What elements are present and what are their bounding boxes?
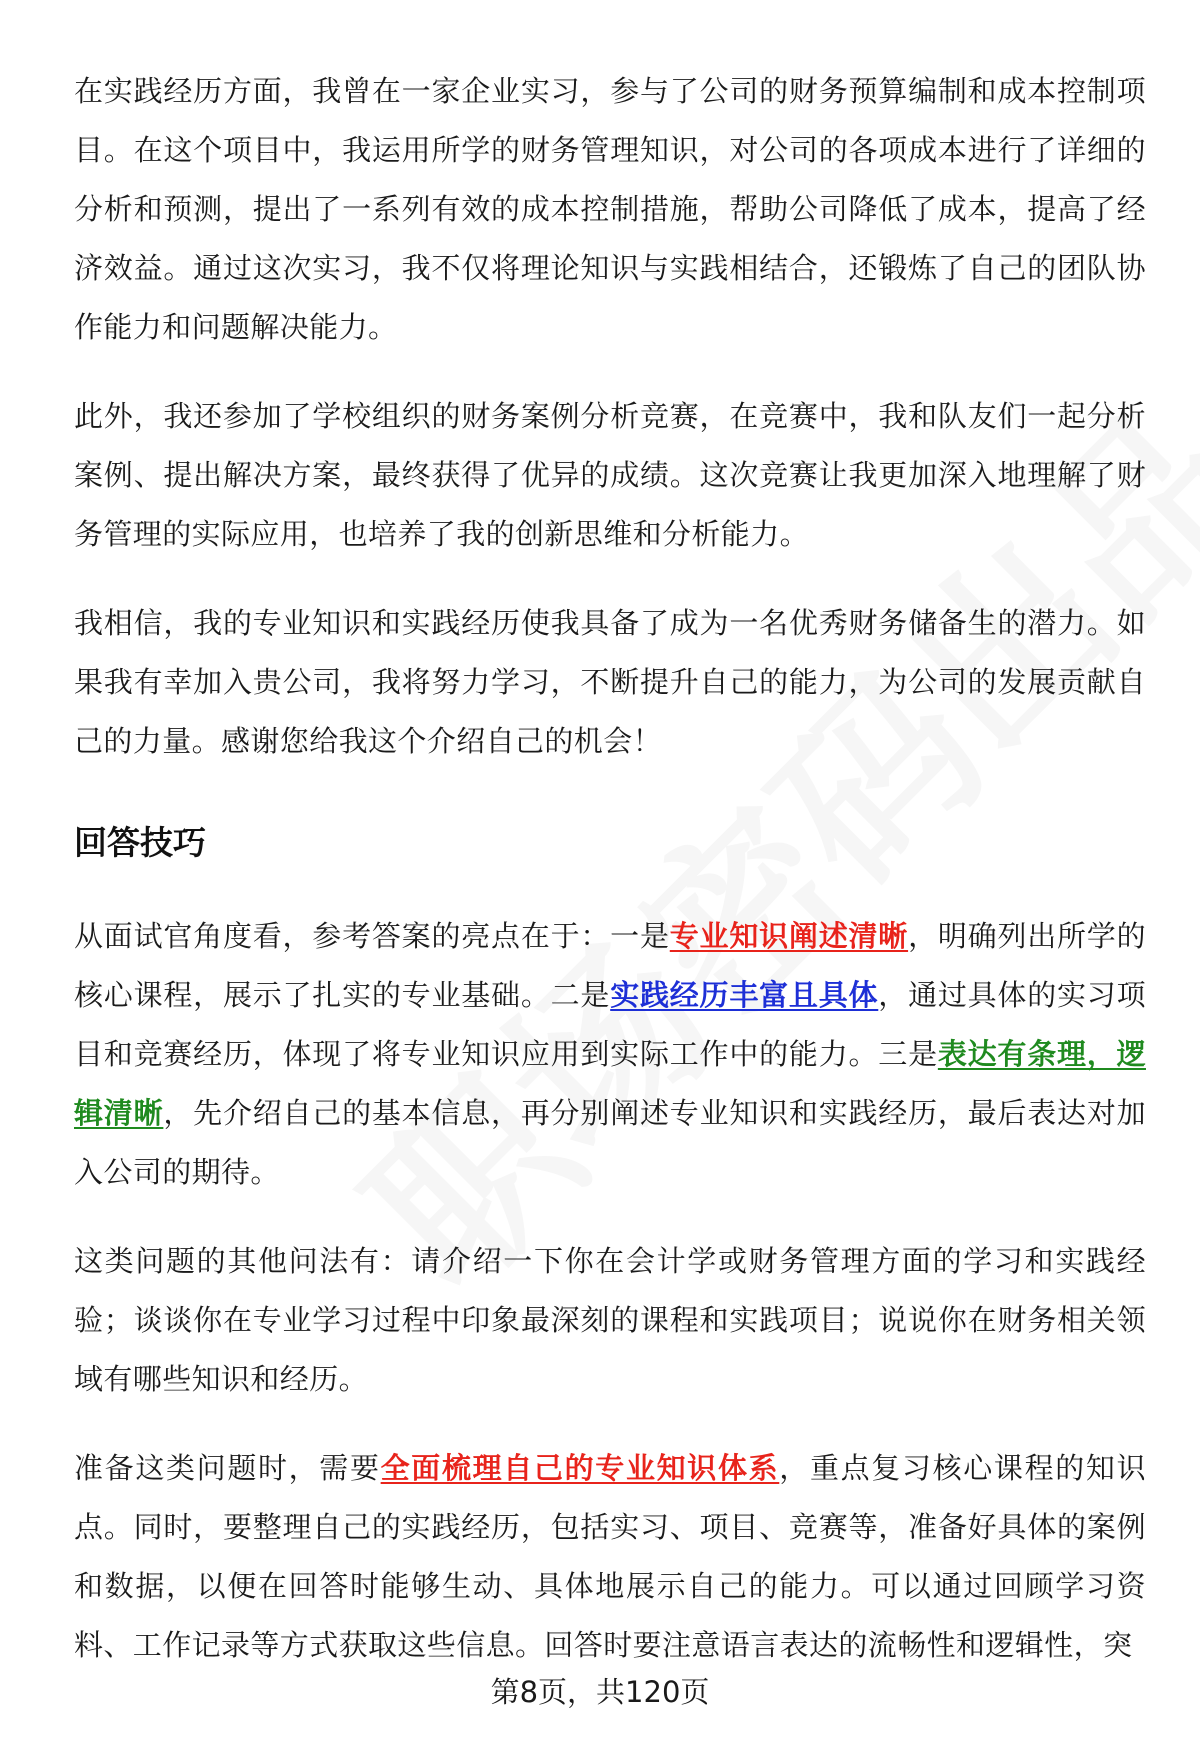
highlight-knowledge-system: 全面梳理自己的专业知识体系 xyxy=(380,1451,780,1485)
page-number-footer: 第8页，共120页 xyxy=(490,1675,710,1709)
text-segment: ，明确列出所学的核心课程，展示了扎实的专业基础。二是 xyxy=(74,919,1146,1012)
paragraph-interviewer-view xyxy=(74,907,1146,1202)
paragraph-other-questions: 这类问题的其他问法有：请介绍一下你在会计学或财务管理方面的学习和实践经验；谈谈你在专业学习过程中印象最深刻的课程和实践项目；说说你在财务相关领域有哪些知识和经历。 xyxy=(74,1244,1146,1396)
paragraph-preparation xyxy=(74,1439,1146,1675)
paragraph-practice-experience: 在实践经历方面，我曾在一家企业实习，参与了公司的财务预算编制和成本控制项目。在这个项目中，我运用所学的财务管理知识，对公司的各项成本进行了详细的分析和预测，提出了一系列有效的成本控制措施，帮助公司降低了成本，提高了经济效益。通过这次实习，我不仅将理论知识与实践相结合，还锻炼了自己的团队协作能力和问题解决能力。 xyxy=(74,74,1146,344)
highlight-logical-expression: 表达有条理，逻辑清晰 xyxy=(74,1037,1146,1130)
document-page xyxy=(74,62,1146,1675)
highlight-professional-knowledge: 专业知识阐述清晰 xyxy=(669,919,909,953)
text-segment: ，重点复习核心课程的知识点。同时，要整理自己的实践经历，包括实习、项目、竞赛等，准备好具体的案例和数据，以便在回答时能够生动、具体地展示自己的能力。可以通过回顾学习资料、工作记录等方式获取这些信息。回答时要注意语言表达的流畅性和逻辑性，突 xyxy=(74,1451,1146,1662)
paragraph-closing: 我相信，我的专业知识和实践经历使我具备了成为一名优秀财务储备生的潜力。如果我有幸加入贵公司，我将努力学习，不断提升自己的能力，为公司的发展贡献自己的力量。感谢您给我这个介绍自己的机会！ xyxy=(74,606,1146,758)
text-segment: 从面试官角度看，参考答案的亮点在于：一是 xyxy=(74,919,670,953)
section-heading-answer-tips: 回答技巧 xyxy=(74,823,206,862)
text-segment: 准备这类问题时，需要 xyxy=(74,1451,381,1485)
text-segment: ，先介绍自己的基本信息，再分别阐述专业知识和实践经历，最后表达对加入公司的期待。 xyxy=(74,1096,1147,1189)
paragraph-competition: 此外，我还参加了学校组织的财务案例分析竞赛，在竞赛中，我和队友们一起分析案例、提出解决方案，最终获得了优异的成绩。这次竞赛让我更加深入地理解了财务管理的实际应用，也培养了我的创新思维和分析能力。 xyxy=(74,399,1146,551)
text-segment: ，通过具体的实习项目和竞赛经历，体现了将专业知识应用到实际工作中的能力。三是 xyxy=(74,978,1146,1071)
highlight-practice-experience: 实践经历丰富且具体 xyxy=(610,978,879,1012)
